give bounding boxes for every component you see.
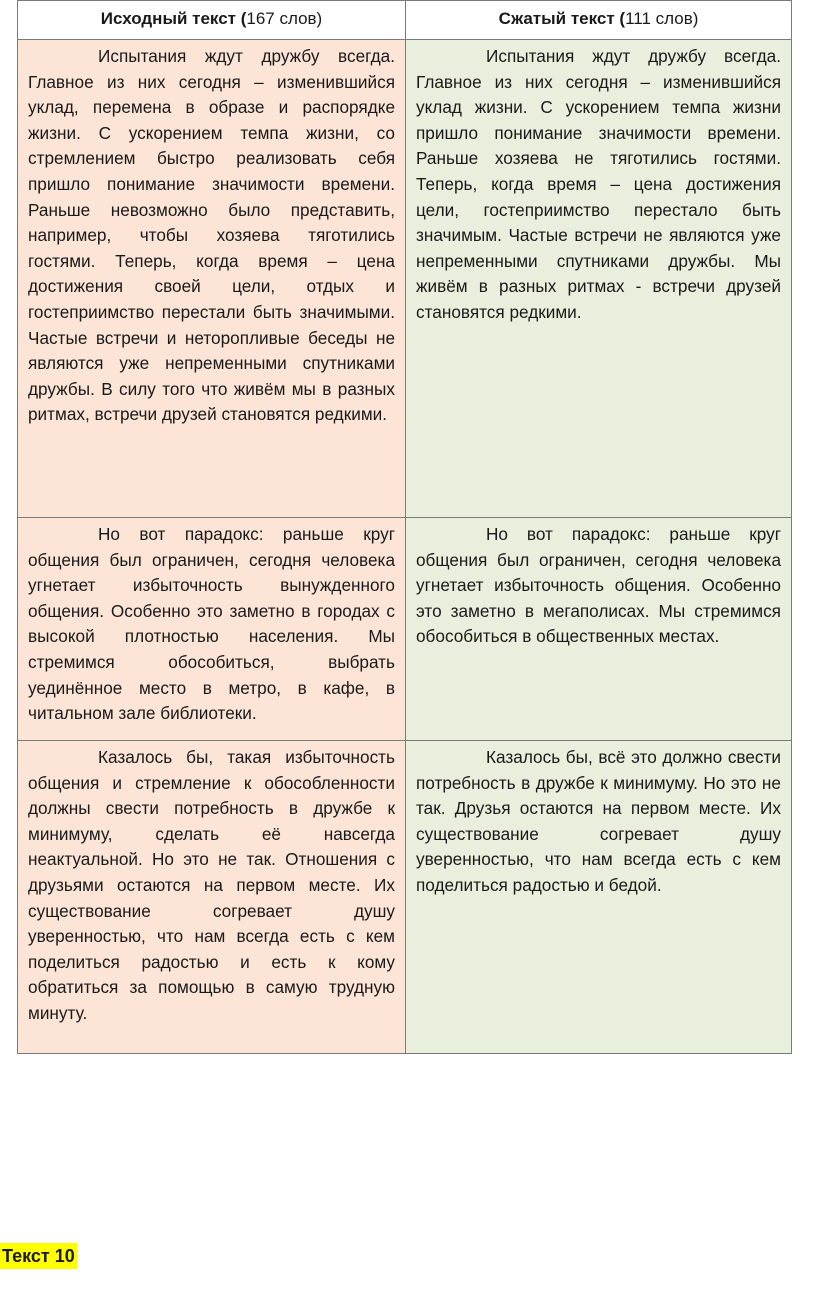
compressed-paragraph: Казалось бы, всё это должно свести потребность в дружбе к минимуму. Но это не так. Друзья остаются на первом месте. Их существование согревает душу уверенностью, что нам всегда есть с кем поделиться радостью и бедой.: [416, 747, 781, 895]
original-text-cell: [18, 518, 406, 741]
header-compressed: [406, 1, 792, 40]
compressed-text-cell: [406, 518, 792, 741]
original-text-cell: [18, 40, 406, 518]
original-text-cell: [18, 741, 406, 1054]
compressed-text-cell: [406, 741, 792, 1054]
compressed-text-cell: [406, 40, 792, 518]
compressed-paragraph: Испытания ждут дружбу всегда. Главное из них сегодня – изменившийся уклад жизни. С ускорением темпа жизни пришло понимание значимости времени. Раньше хозяева не тяготились гостями. Теперь, когда время – цена достижения цели, гостеприимство перестало быть значимым. Частые встречи не являются уже непременными спутниками дружбы. Мы живём в разных ритмах - встречи друзей становятся редкими.: [416, 46, 781, 322]
header-original-title: Исходный текст (: [100, 9, 247, 28]
header-original: [18, 1, 406, 40]
original-paragraph: Испытания ждут дружбу всегда. Главное из них сегодня – изменившийся уклад, перемена в образе и распорядке жизни. С ускорением темпа жизни, со стремлением быстро реализовать себя пришло понимание значимости времени. Раньше невозможно было представить, например, чтобы хозяева тяготились гостями. Теперь, когда время – цена достижения своей цели, отдых и гостеприимство перестали быть значимыми. Частые встречи и неторопливые беседы не являются уже непременными спутниками дружбы. В силу того что живём мы в разных ритмах, встречи друзей становятся редкими.: [28, 46, 395, 425]
table-row: [18, 518, 792, 741]
compressed-paragraph: Но вот парадокс: раньше круг общения был ограничен, сегодня человека угнетает избыточность общения. Особенно это заметно в мегаполисах. Мы стремимся обособиться в общественных местах.: [416, 524, 781, 647]
comparison-table: [17, 0, 792, 1054]
table-row: [18, 741, 792, 1054]
header-original-count: 167 слов): [246, 9, 323, 28]
original-paragraph: Казалось бы, такая избыточность общения и стремление к обособленности должны свести потребность в дружбе к минимуму, сделать её навсегда неактуальной. Но это не так. Отношения с друзьями остаются на первом месте. Их существование согревает душу уверенностью, что нам всегда есть с кем поделиться радостью и есть к кому обратиться за помощью в самую трудную минуту.: [28, 747, 395, 1023]
original-paragraph: Но вот парадокс: раньше круг общения был ограничен, сегодня человека угнетает избыточность вынужденного общения. Особенно это заметно в городах с высокой плотностью населения. Мы стремимся обособиться, выбрать уединённое место в метро, в кафе, в читальном зале библиотеки.: [28, 524, 395, 724]
table-header-row: [18, 1, 792, 40]
header-compressed-title: Сжатый текст (: [498, 9, 626, 28]
header-compressed-count: 111 слов): [625, 9, 699, 28]
table-row: [18, 40, 792, 518]
text-number-label: Текст 10: [0, 1243, 77, 1269]
